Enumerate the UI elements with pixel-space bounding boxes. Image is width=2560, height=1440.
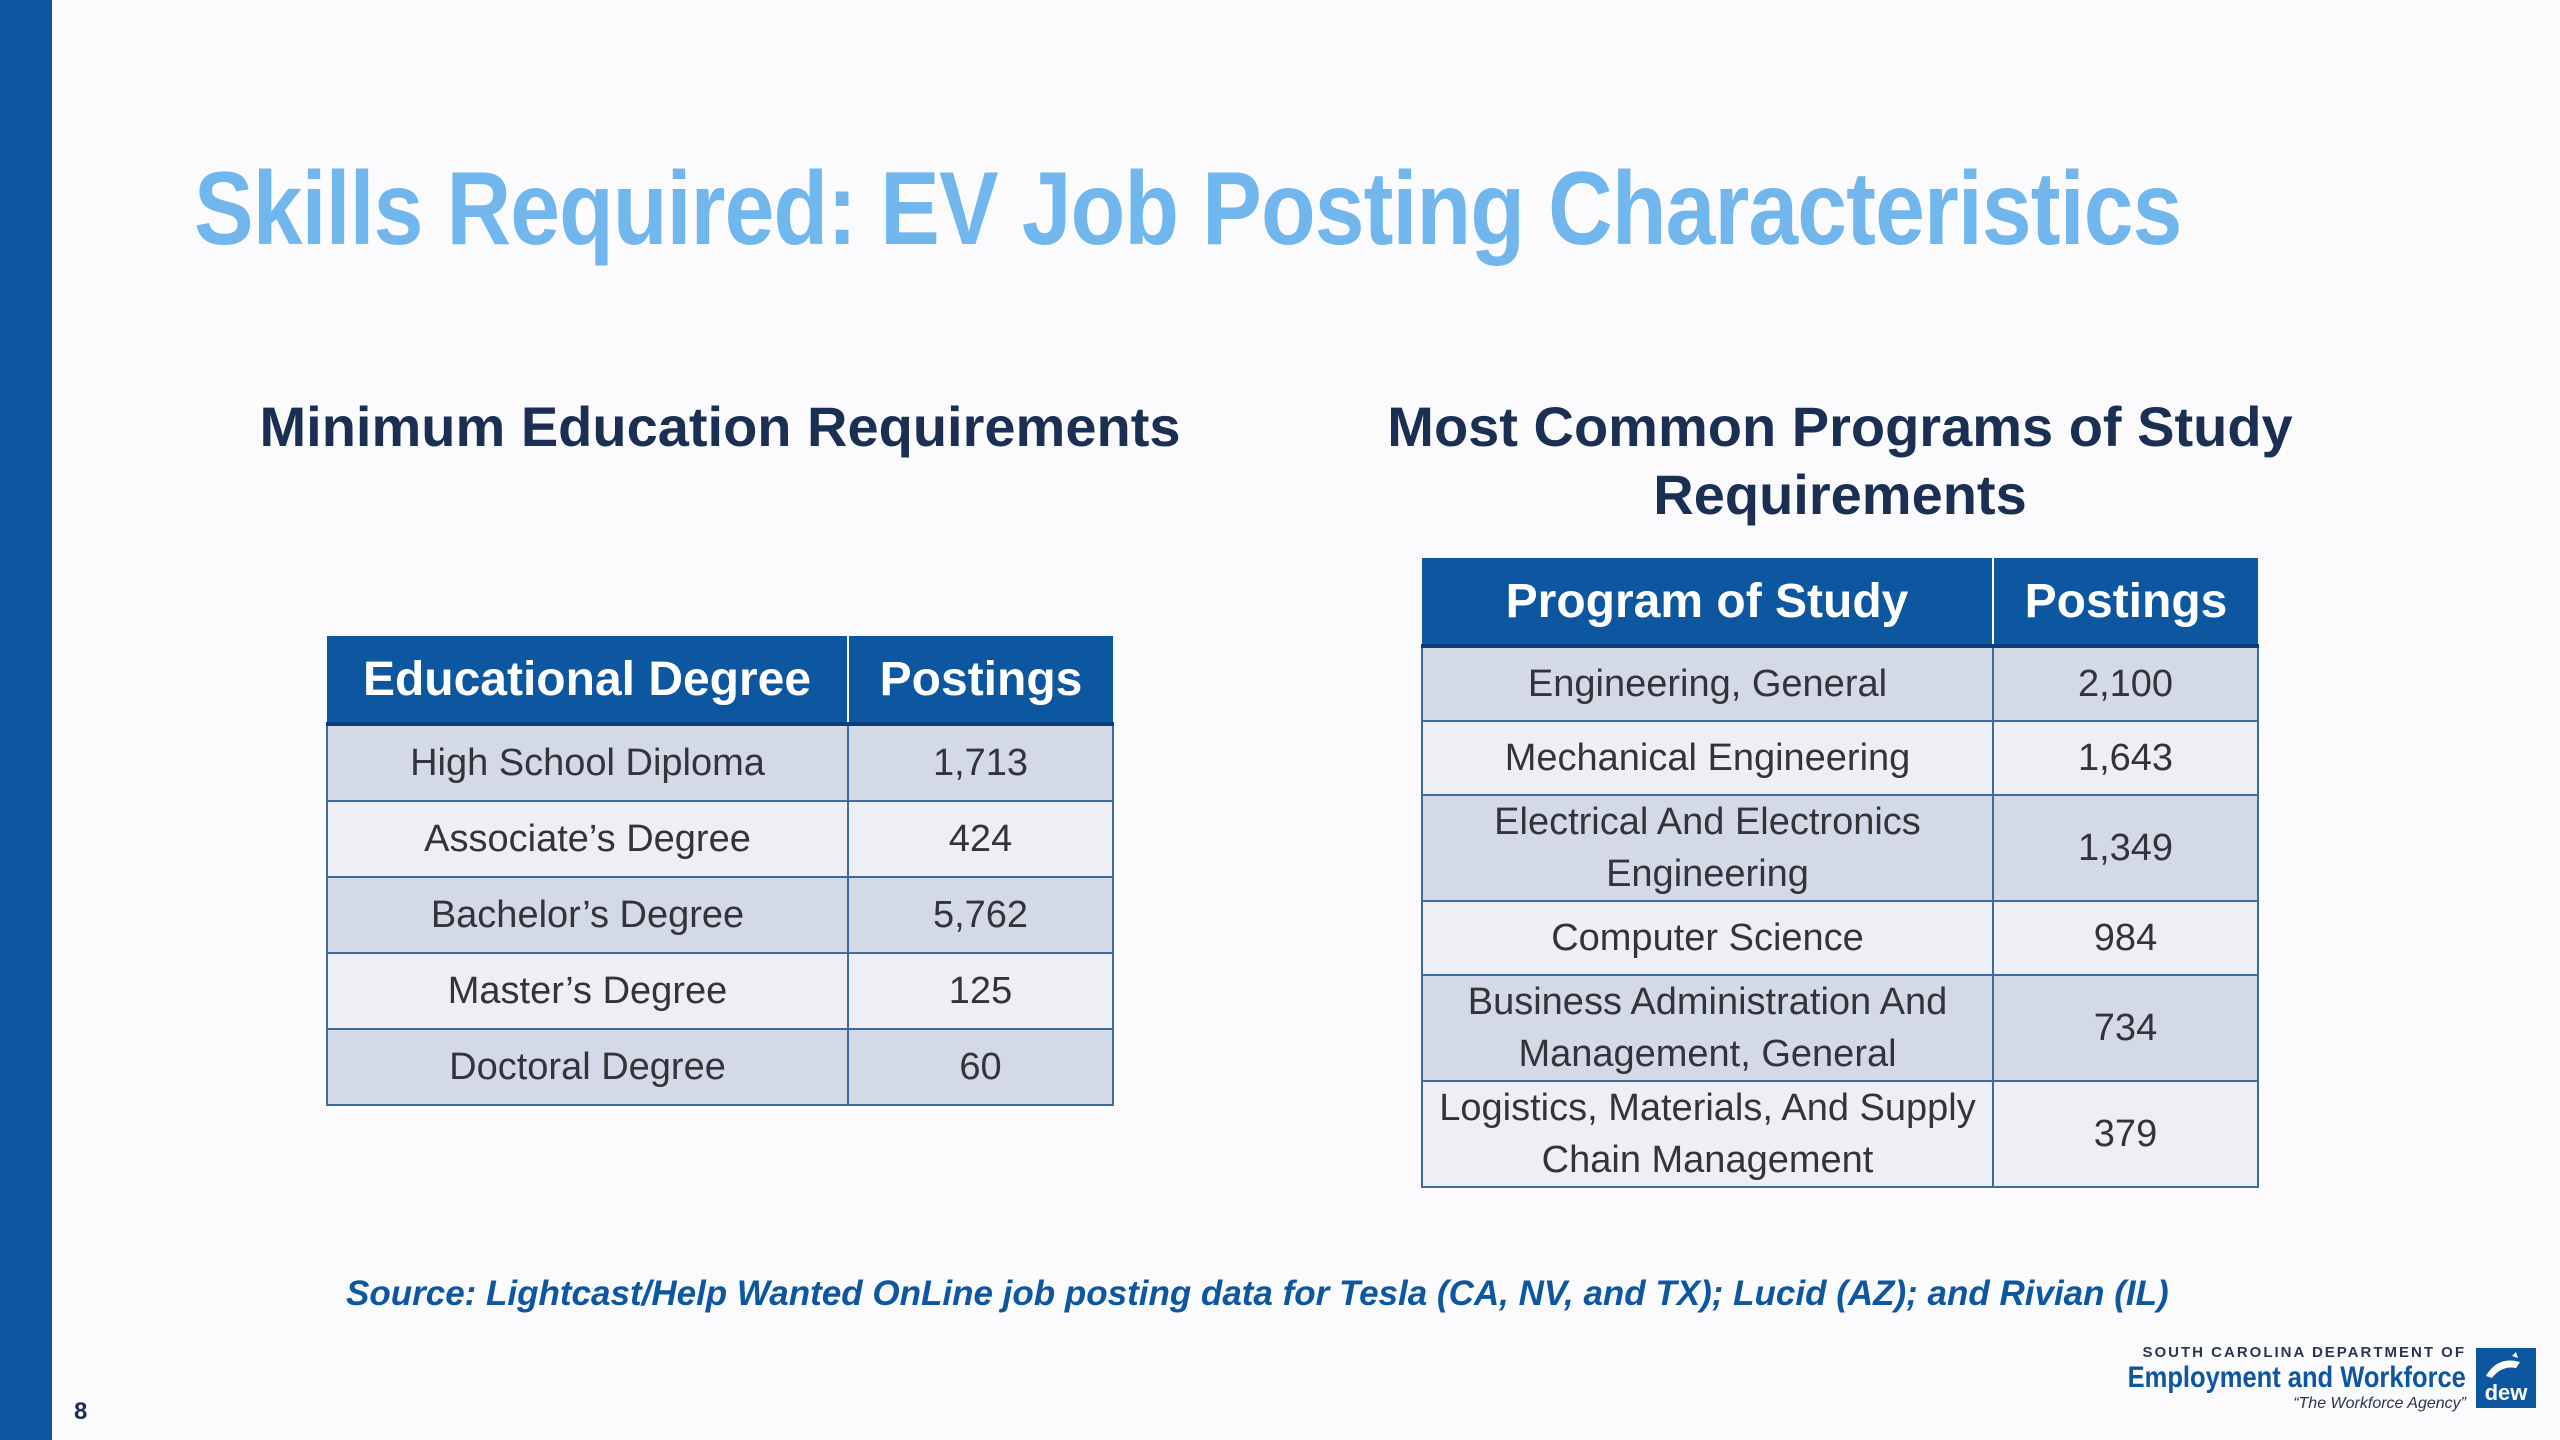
logo-department: SOUTH CAROLINA DEPARTMENT OF <box>2142 1344 2466 1361</box>
postings-cell: 734 <box>1993 975 2258 1081</box>
postings-cell: 1,643 <box>1993 721 2258 795</box>
table-row <box>1422 975 2258 1081</box>
program-cell: Engineering, General <box>1422 646 1993 721</box>
source-note: Source: Lightcast/Help Wanted OnLine job posting data for Tesla (CA, NV, and TX); Lucid (AZ); and Rivian (IL) <box>346 1274 2169 1313</box>
table-row <box>327 877 1113 953</box>
postings-cell: 2,100 <box>1993 646 2258 721</box>
postings-cell: 125 <box>848 953 1113 1029</box>
degree-cell: Bachelor’s Degree <box>327 877 848 953</box>
logo-tagline: “The Workforce Agency” <box>2293 1395 2466 1412</box>
column-header-program: Program of Study <box>1422 558 1993 646</box>
slide-title: Skills Required: EV Job Posting Characteristics <box>194 151 2182 267</box>
postings-cell: 424 <box>848 801 1113 877</box>
sc-palmetto-logo-icon <box>2476 1348 2536 1408</box>
logo-mark-text: dew <box>2484 1380 2528 1405</box>
program-cell: Computer Science <box>1422 901 1993 975</box>
degree-cell: Associate’s Degree <box>327 801 848 877</box>
table-row <box>327 1029 1113 1105</box>
program-cell: Business Administration And Management, General <box>1422 975 1993 1081</box>
column-header-postings: Postings <box>848 636 1113 724</box>
degree-cell: High School Diploma <box>327 724 848 801</box>
table-row <box>1422 795 2258 901</box>
logo-agency-name: Employment and Workforce <box>2127 1361 2466 1394</box>
table-row <box>1422 1081 2258 1187</box>
postings-cell: 1,349 <box>1993 795 2258 901</box>
postings-cell: 60 <box>848 1029 1113 1105</box>
program-cell: Electrical And Electronics Engineering <box>1422 795 1993 901</box>
program-cell: Mechanical Engineering <box>1422 721 1993 795</box>
postings-cell: 5,762 <box>848 877 1113 953</box>
table-row <box>1422 901 2258 975</box>
postings-cell: 1,713 <box>848 724 1113 801</box>
column-header-postings: Postings <box>1993 558 2258 646</box>
program-cell: Logistics, Materials, And Supply Chain Management <box>1422 1081 1993 1187</box>
programs-heading: Most Common Programs of Study Requirements <box>1387 395 2293 526</box>
postings-cell: 984 <box>1993 901 2258 975</box>
table-row <box>327 724 1113 801</box>
logo-text-block <box>2068 1344 2466 1413</box>
postings-cell: 379 <box>1993 1081 2258 1187</box>
degree-cell: Doctoral Degree <box>327 1029 848 1105</box>
education-table <box>326 636 1114 1106</box>
column-header-degree: Educational Degree <box>327 636 848 724</box>
left-accent-bar <box>0 0 52 1440</box>
page-number: 8 <box>74 1398 88 1425</box>
degree-cell: Master’s Degree <box>327 953 848 1029</box>
programs-table <box>1421 558 2259 1188</box>
table-header-row <box>327 636 1113 724</box>
education-heading: Minimum Education Requirements <box>259 395 1181 458</box>
agency-logo <box>2128 1344 2544 1424</box>
table-row <box>327 953 1113 1029</box>
table-row <box>327 801 1113 877</box>
table-row <box>1422 721 2258 795</box>
table-row <box>1422 646 2258 721</box>
table-header-row <box>1422 558 2258 646</box>
